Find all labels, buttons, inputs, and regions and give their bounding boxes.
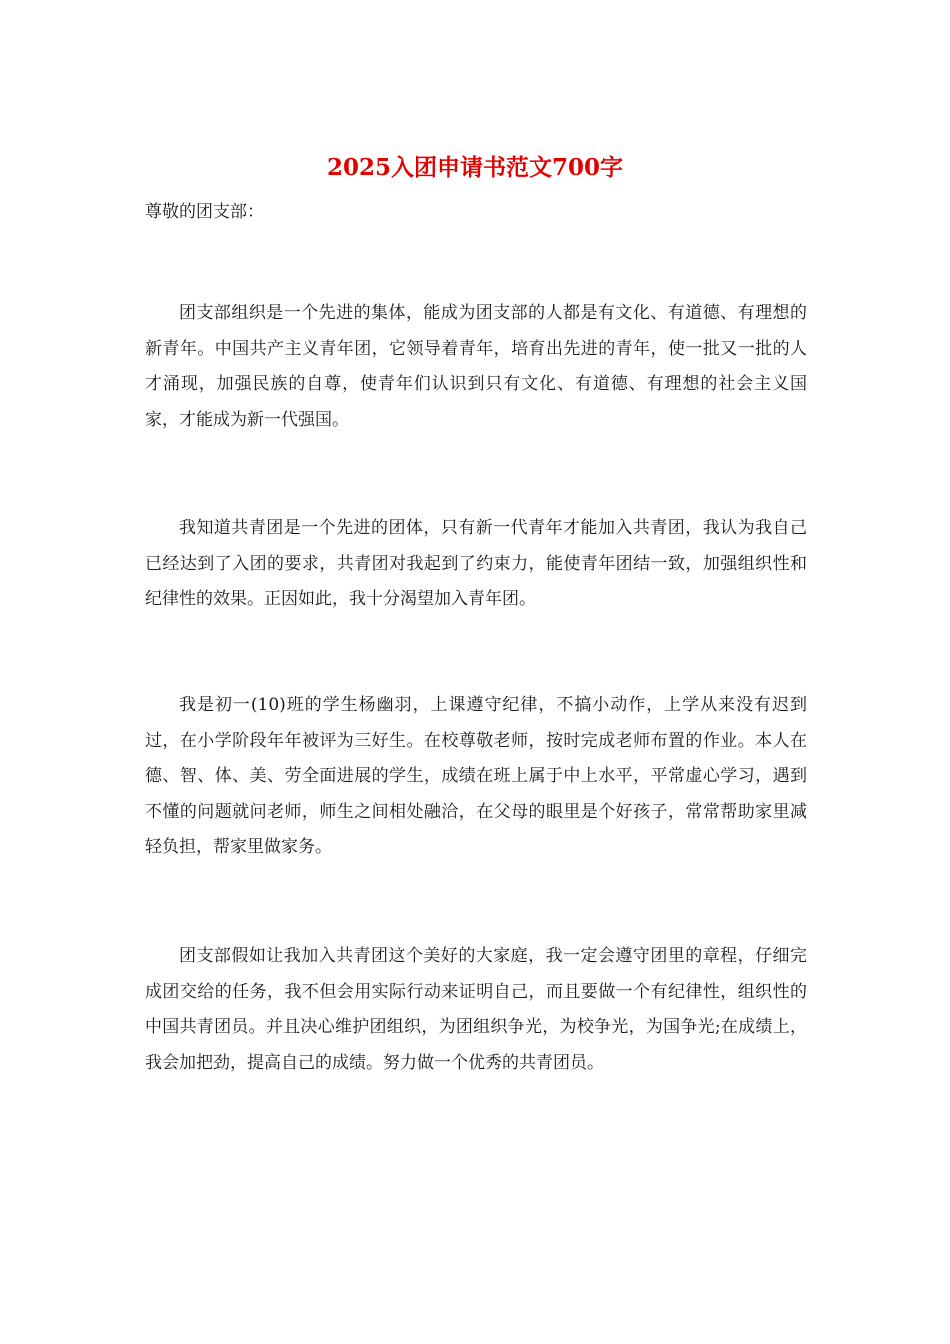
salutation: 尊敬的团支部：: [145, 202, 264, 222]
paragraph-4: 团支部假如让我加入共青团这个美好的大家庭，我一定会遵守团里的章程，仔细完成团交给的任务，我不但会用实际行动来证明自己，而且要做一个有纪律性，组织性的中国共青团员。并且决心维护团组织，为团组织争光，为校争光，为国争光;在成绩上，我会加把劲，提高自己的成绩。努力做一个优秀的共青团员。: [145, 946, 807, 1073]
document-title: 2025入团申请书范文700字: [326, 154, 624, 181]
paragraph-3: 我是初一(10)班的学生杨幽羽，上课遵守纪律，不搞小动作，上学从来没有迟到过，在小学阶段年年被评为三好生。在校尊敬老师，按时完成老师布置的作业。本人在德、智、体、美、劳全面进展的学生，成绩在班上属于中上水平，平常虚心学习，遇到不懂的问题就问老师，师生之间相处融洽，在父母的眼里是个好孩子，常常帮助家里减轻负担，帮家里做家务。: [145, 695, 807, 857]
paragraph-2: 我知道共青团是一个先进的团体，只有新一代青年才能加入共青团，我认为我自己已经达到了入团的要求，共青团对我起到了约束力，能使青年团结一致，加强组织性和纪律性的效果。正因如此，我十分渴望加入青年团。: [145, 518, 807, 609]
paragraph-1: 团支部组织是一个先进的集体，能成为团支部的人都是有文化、有道德、有理想的新青年。中国共产主义青年团，它领导着青年，培育出先进的青年，使一批又一批的人才涌现，加强民族的自尊，使青年们认识到只有文化、有道德、有理想的社会主义国家，才能成为新一代强国。: [145, 303, 807, 430]
